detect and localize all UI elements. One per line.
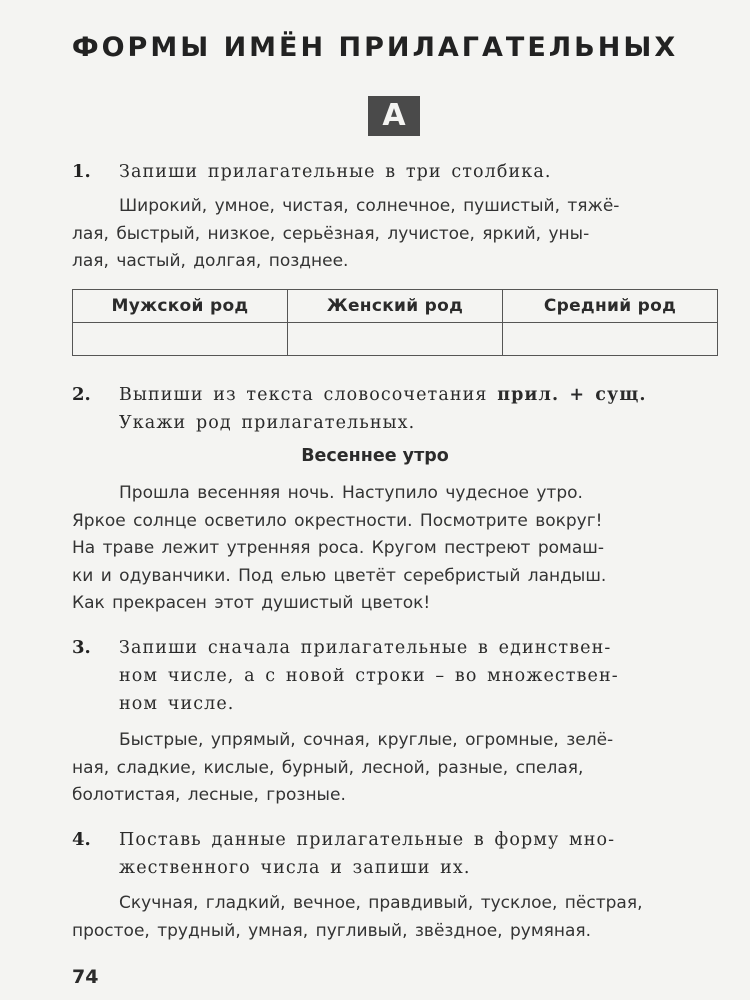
task-1-words-line: лая, быстрый, низкое, серьёзная, лучистое, яркий, уны-	[72, 223, 590, 244]
task-2-prompt-start: Выпиши из текста словосочетания	[119, 385, 498, 405]
task-4-number: 4.	[72, 829, 91, 850]
task-2-number: 2.	[72, 384, 91, 405]
task-2	[72, 381, 732, 437]
task-1-words	[72, 193, 718, 276]
story-title: Весеннее утро	[301, 446, 449, 466]
task-3-prompt-line: Запиши сначала прилагательные в единствен-	[119, 638, 612, 658]
table-cell-feminine[interactable]	[288, 323, 503, 356]
gender-table	[72, 289, 718, 356]
task-3-prompt-line: ном числе.	[119, 694, 235, 714]
story-line: Как прекрасен этот душистый цветок!	[72, 593, 431, 613]
table-cell-neuter[interactable]	[503, 323, 718, 356]
task-3-words	[72, 727, 718, 810]
task-4-words-line: простое, трудный, умная, пугливый, звёздное, румяная.	[72, 920, 592, 941]
task-1	[72, 158, 732, 186]
table-header-row	[73, 290, 718, 323]
table-header-masculine: Мужской род	[73, 290, 288, 323]
task-3-number: 3.	[72, 637, 91, 658]
table-header-neuter: Средний род	[503, 290, 718, 323]
task-2-prompt-line2: Укажи род прилагательных.	[119, 413, 416, 433]
table-row	[73, 323, 718, 356]
task-2-prompt-bold: прил. + сущ.	[497, 385, 647, 405]
task-3-prompt-line: ном числе, а с новой строки – во множествен-	[119, 666, 619, 686]
task-4-prompt-line: жественного числа и запиши их.	[119, 858, 471, 878]
story-line: На траве лежит утренняя роса. Кругом пестреют ромаш-	[72, 538, 604, 558]
task-3-prompt	[119, 634, 732, 718]
page-title: ФОРМЫ ИМЁН ПРИЛАГАТЕЛЬНЫХ	[71, 32, 679, 63]
task-3	[72, 634, 732, 718]
task-2-prompt	[119, 381, 732, 437]
task-3-words-line: ная, сладкие, кислые, бурный, лесной, разные, спелая,	[72, 757, 584, 778]
task-3-words-line: Быстрые, упрямый, сочная, круглые, огромные, зелё-	[119, 730, 614, 750]
story-line: Прошла весенняя ночь. Наступило чудесное утро.	[119, 483, 583, 503]
task-4-prompt-line: Поставь данные прилагательные в форму мно-	[119, 830, 616, 850]
task-4-prompt	[119, 826, 732, 882]
page-number: 74	[72, 966, 99, 988]
task-1-words-line: лая, частый, долгая, позднее.	[72, 251, 349, 271]
task-4-words	[72, 890, 718, 945]
task-1-number: 1.	[72, 161, 91, 182]
table-header-feminine: Женский род	[288, 290, 503, 323]
level-badge: А	[368, 96, 420, 136]
task-3-words-line: болотистая, лесные, грозные.	[72, 785, 346, 805]
task-1-prompt: Запиши прилагательные в три столбика.	[119, 162, 552, 182]
task-1-words-line: Широкий, умное, чистая, солнечное, пушистый, тяжё-	[119, 196, 620, 216]
task-4	[72, 826, 732, 882]
story-line: Яркое солнце осветило окрестности. Посмотрите вокруг!	[72, 510, 603, 531]
story-line: ки и одуванчики. Под елью цветёт серебристый ландыш.	[72, 565, 607, 586]
task-4-words-line: Скучная, гладкий, вечное, правдивый, тусклое, пёстрая,	[119, 893, 643, 913]
table-cell-masculine[interactable]	[73, 323, 288, 356]
story-text	[72, 480, 718, 618]
